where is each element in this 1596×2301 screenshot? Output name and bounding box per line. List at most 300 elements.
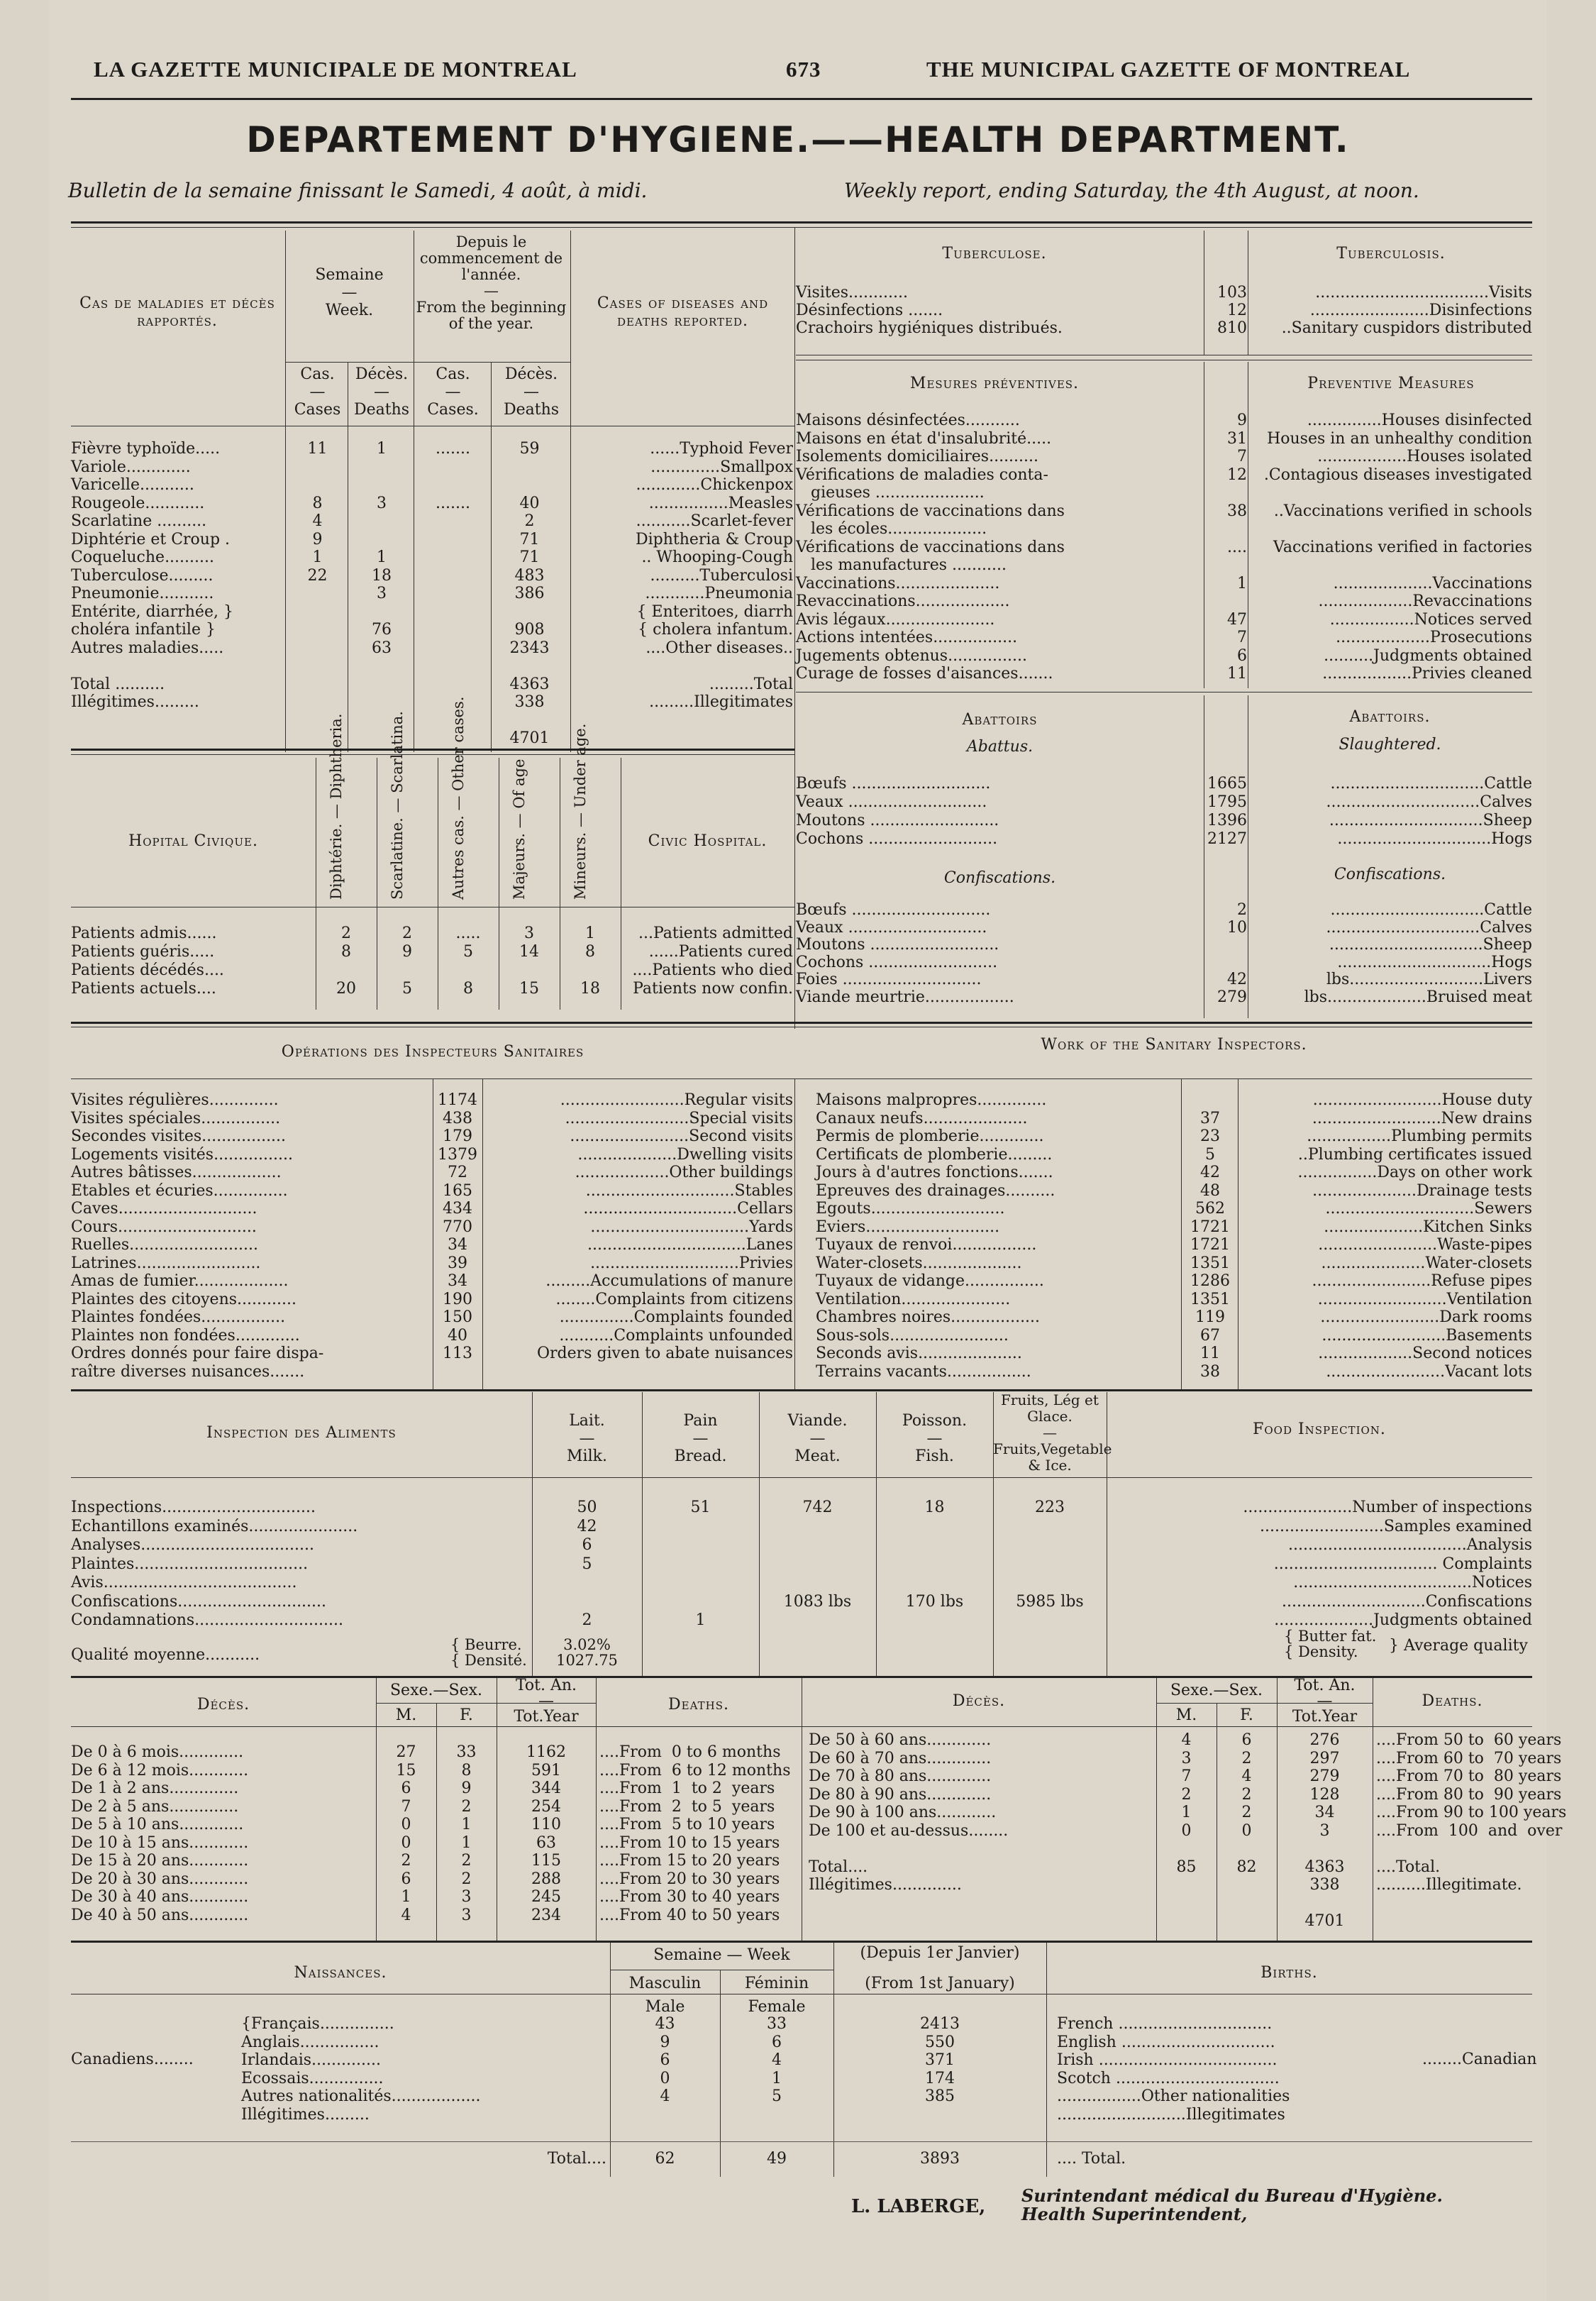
death-row-cell: ....From 100 and over: [1376, 1821, 1563, 1840]
inspector-row-cell: Autres bâtisses..................: [71, 1164, 282, 1181]
birth-row-cell: Anglais................: [241, 2033, 379, 2051]
inspector-row-cell: ...............Complaints founded: [559, 1308, 793, 1326]
death-row-cell: De 6 à 12 mois............: [71, 1761, 249, 1779]
disease-row-cell: [350, 657, 414, 675]
preventive-row-cell: ....................Vaccinations: [1333, 574, 1532, 592]
death-row-cell: Total....: [809, 1858, 868, 1876]
births-total-cell: .... Total.: [1057, 2150, 1126, 2168]
confiscated-row-cell: ...............................Cattle: [1330, 901, 1532, 919]
deaths-header-en-2: Deaths.: [1422, 1692, 1483, 1710]
abattoirs-header-en: Abattoirs.: [1349, 708, 1431, 726]
confiscated-row-cell: ...............................Sheep: [1329, 936, 1532, 954]
preventive-row-cell: Vaccinations.....................: [796, 574, 1000, 592]
gazette-page: [50, 0, 1567, 2301]
food-row-cell: ......................Number of inspections: [1243, 1499, 1532, 1516]
tuberculosis-table: [796, 231, 1532, 344]
canadian-label: ........Canadian: [1422, 2051, 1537, 2068]
births-header-en: Births.: [1260, 1964, 1318, 1982]
hospital-row-cell: 14: [519, 943, 539, 961]
inspector-row-cell: ..........................House duty: [1312, 1091, 1532, 1109]
death-row-cell: De 2 à 5 ans..............: [71, 1797, 239, 1816]
inspector-row-cell: Eviers...........................: [816, 1218, 1000, 1236]
death-row-cell: 245: [531, 1888, 561, 1906]
inspector-row-cell: 5: [1205, 1145, 1215, 1164]
deces-header: Décès. — Deaths: [353, 365, 410, 419]
male-header: M.: [395, 1706, 417, 1724]
abattoirs-table: [796, 695, 1532, 1018]
death-row-cell: 4: [401, 1906, 411, 1924]
death-row-cell: ....From 15 to 20 years: [599, 1852, 780, 1870]
death-row-cell: ....From 70 to 80 years: [1376, 1767, 1562, 1785]
hospital-row-cell: 8: [585, 943, 595, 961]
food-row-cell: ................................. Complaints: [1273, 1555, 1532, 1573]
disease-row-cell: 71: [519, 530, 540, 548]
births-total-cell: Total....: [547, 2150, 606, 2168]
deaths-header-fr: Décès.: [196, 1696, 250, 1714]
disease-row-cell: Pneumonie...........: [71, 585, 214, 602]
disease-row-cell: Coqueluche..........: [71, 548, 214, 566]
inspector-row-cell: ...........Complaints unfounded: [559, 1326, 793, 1345]
birth-row-cell: 550: [925, 2033, 955, 2051]
death-row-cell: 15: [396, 1761, 416, 1779]
hospital-row-cell: 8: [341, 943, 351, 961]
disease-row-cell: Varicelle...........: [71, 476, 194, 494]
masculin-header: Masculin: [628, 1975, 702, 1992]
death-row-cell: 115: [531, 1852, 561, 1870]
inspector-row-cell: 1351: [1190, 1290, 1230, 1308]
death-row-cell: 7: [1181, 1767, 1192, 1785]
disease-row-cell: ...........Scarlet-fever: [636, 512, 793, 530]
tuberculosis-row-cell: 810: [1217, 319, 1247, 337]
hospital-row-cell: 1: [585, 925, 595, 942]
female-label: Female: [748, 1998, 806, 2016]
cas-header: Cas. — Cases: [294, 365, 341, 419]
inspector-row-cell: Ventilation......................: [816, 1290, 1011, 1308]
inspector-row-cell: 72: [448, 1164, 467, 1181]
death-row-cell: 34: [1314, 1804, 1335, 1821]
death-row-cell: De 15 à 20 ans............: [71, 1852, 249, 1870]
disease-row-cell: choléra infantile }: [71, 621, 216, 639]
inspector-row-cell: Orders given to abate nuisances: [536, 1345, 793, 1362]
death-row-cell: 338: [1309, 1876, 1340, 1894]
food-row-cell: 5: [582, 1555, 592, 1573]
death-row-cell: ....From 0 to 6 months: [599, 1743, 781, 1761]
cas-year-header: Cas. — Cases.: [427, 365, 479, 419]
food-col-header: Lait. — Milk.: [567, 1412, 607, 1465]
inspector-row-cell: Tuyaux de renvoi.................: [816, 1236, 1037, 1254]
inspector-row-cell: 37: [1200, 1109, 1220, 1127]
inspector-row-cell: ........................Waste-pipes: [1318, 1236, 1532, 1254]
birth-row-cell: 4: [772, 2051, 782, 2069]
diseases-rule: [71, 749, 794, 751]
hospital-row-cell: 20: [336, 980, 356, 998]
death-row-cell: ....From 30 to 40 years: [599, 1888, 780, 1906]
food-row-cell: Confiscations..............................: [71, 1592, 327, 1611]
death-row-cell: De 5 à 10 ans.............: [71, 1816, 244, 1833]
inspector-row-cell: 770: [443, 1218, 472, 1236]
death-row-cell: 85: [1176, 1858, 1197, 1876]
mid-rule: [71, 1022, 1532, 1024]
abattoirs-header-fr: Abattoirs: [962, 711, 1038, 729]
disease-row-cell: ......Typhoid Fever: [650, 440, 793, 458]
since-header: (Depuis 1er Janvier): [860, 1944, 1020, 1962]
preventive-row-cell: Curage de fosses d'aisances.......: [796, 665, 1053, 683]
preventive-row-cell: Isolements domiciliaires..........: [796, 448, 1039, 465]
inspector-row-cell: Etables et écuries...............: [71, 1181, 288, 1200]
hospital-row-cell: Patients actuels....: [71, 980, 216, 998]
confiscations-en: Confiscations.: [1334, 866, 1446, 883]
food-row-cell: .........................Samples examined: [1259, 1517, 1532, 1535]
page-number: 673: [786, 57, 821, 82]
preventive-row-cell: .................Notices served: [1329, 610, 1532, 629]
disease-row-cell: Entérite, diarrhée, }: [71, 602, 233, 621]
inspector-row-cell: 34: [448, 1272, 467, 1290]
preventive-row-cell: Revaccinations...................: [796, 592, 1010, 610]
death-row-cell: ....From 10 to 15 years: [599, 1833, 780, 1852]
disease-row-cell: { cholera infantum.: [638, 621, 793, 639]
disease-row-cell: 22: [307, 566, 328, 585]
slaughtered-row-cell: 1795: [1207, 793, 1247, 811]
death-row-cell: 1162: [526, 1743, 566, 1761]
inspector-row-cell: Chambres noires..................: [816, 1308, 1041, 1326]
slaughtered-row-cell: ...............................Hogs: [1337, 830, 1532, 848]
death-row-cell: 6: [1241, 1731, 1252, 1749]
preventive-row-cell: ...................Revaccinations: [1318, 592, 1532, 610]
disease-row-cell: Scarlatine ..........: [71, 512, 207, 530]
food-row-cell: Avis.......................................: [71, 1574, 297, 1591]
disease-row-cell: 8: [312, 494, 323, 512]
hospital-row-cell: 5: [463, 943, 473, 961]
food-header-en: Food Inspection.: [1253, 1420, 1386, 1438]
disease-row-cell: 3: [377, 585, 387, 602]
confiscated-row-cell: 279: [1217, 988, 1247, 1006]
preventive-row-cell: ..........Judgments obtained: [1324, 646, 1532, 665]
disease-row-cell: Diphtérie et Croup .: [71, 530, 231, 548]
hospital-col-header: Diphtérie. — Diphtheria.: [328, 713, 345, 900]
disease-row-cell: { Enteritoes, diarrh: [636, 602, 793, 621]
death-row-cell: 297: [1309, 1749, 1340, 1767]
birth-row-cell: Autres nationalités..................: [241, 2087, 481, 2105]
slaughtered-en: Slaughtered.: [1339, 736, 1441, 754]
death-row-cell: 8: [461, 1761, 472, 1779]
birth-row-cell: 0: [660, 2069, 670, 2087]
death-row-cell: 2: [1181, 1785, 1192, 1804]
death-row-cell: 2: [1241, 1749, 1252, 1767]
preventive-row-cell: Jugements obtenus................: [796, 646, 1027, 665]
preventive-row-cell: ..Vaccinations verified in schools: [1273, 502, 1532, 520]
hospital-row-cell: 2: [341, 925, 351, 942]
week-sub-header: Semaine — Week: [653, 1946, 790, 1964]
inspector-row-cell: 1721: [1190, 1218, 1230, 1236]
inspector-row-cell: Maisons malpropres..............: [816, 1091, 1047, 1109]
food-row-cell: 742: [802, 1499, 833, 1516]
hospital-col-header: Majeurs. — Of age: [511, 758, 528, 900]
slaughtered-row-cell: Moutons ..........................: [796, 812, 999, 829]
male-label: Male: [645, 1998, 685, 2016]
female-header-2: F.: [1240, 1706, 1253, 1724]
death-row-cell: De 20 à 30 ans............: [71, 1870, 249, 1888]
death-row-cell: 6: [401, 1779, 411, 1797]
inspector-row-cell: 40: [448, 1326, 467, 1345]
death-row-cell: 288: [531, 1870, 561, 1888]
food-row-cell: Plaintes...................................: [71, 1555, 309, 1573]
food-row-cell: 1083 lbs: [783, 1592, 852, 1611]
food-header-fr: Inspection des Aliments: [206, 1424, 397, 1442]
death-row-cell: ....From 50 to 60 years: [1376, 1731, 1562, 1749]
preventive-row-cell: ..................Privies cleaned: [1322, 665, 1532, 683]
birth-row-cell: English ...............................: [1057, 2033, 1275, 2051]
death-row-cell: 1: [401, 1888, 411, 1906]
birth-row-cell: 43: [655, 2015, 675, 2033]
tuberculosis-header-fr: Tuberculose.: [942, 245, 1047, 263]
quality-en: } Average quality: [1389, 1637, 1528, 1655]
birth-row-cell: 371: [925, 2051, 955, 2069]
death-row-cell: 2: [461, 1852, 472, 1870]
inspector-row-cell: 38: [1200, 1362, 1220, 1381]
slaughtered-row-cell: ...............................Sheep: [1329, 812, 1532, 829]
inspector-row-cell: ........................Second visits: [570, 1127, 793, 1145]
inspector-row-cell: Seconds avis.....................: [816, 1345, 1022, 1362]
death-row-cell: 3: [461, 1906, 472, 1924]
insp-rule: [71, 1389, 1532, 1391]
inspector-row-cell: Plaintes des citoyens............: [71, 1290, 297, 1308]
disease-row-cell: 338: [514, 693, 545, 711]
birth-row-cell: 174: [925, 2069, 955, 2087]
birth-row-cell: Irish ....................................: [1057, 2051, 1278, 2069]
death-row-cell: 2: [461, 1797, 472, 1816]
food-row-cell: Echantillons examinés......................: [71, 1517, 358, 1535]
inspector-row-cell: Ordres donnés pour faire dispa- raître diverses nuisances.......: [71, 1345, 324, 1381]
preventive-row-cell: .Contagious diseases investigated: [1263, 465, 1532, 484]
diseases-rule-thin: [71, 754, 794, 755]
confiscated-row-cell: lbs...........................Livers: [1326, 971, 1532, 988]
disease-row-cell: 9: [312, 530, 323, 548]
preventive-row-cell: Vaccinations verified in factories: [1273, 538, 1532, 556]
disease-row-cell: Illégitimes.........: [71, 693, 199, 711]
preventive-row-cell: Vérifications de vaccinations dans les manufactures ...........: [796, 538, 1065, 574]
inspector-row-cell: 434: [443, 1200, 472, 1218]
inspector-row-cell: Plaintes non fondées.............: [71, 1326, 300, 1345]
male-header-2: M.: [1175, 1706, 1197, 1724]
preventive-row-cell: ...............Houses disinfected: [1307, 412, 1532, 429]
hospital-row-cell: ...Patients admitted: [638, 925, 793, 942]
births-total-cell: 62: [655, 2150, 675, 2168]
food-row-cell: 50: [577, 1499, 597, 1516]
hospital-row-cell: Patients décédés....: [71, 961, 224, 979]
confiscated-row-cell: Moutons ..........................: [796, 936, 999, 954]
death-row-cell: 63: [536, 1833, 556, 1852]
inspector-row-cell: .........................Regular visits: [560, 1091, 793, 1109]
inspector-row-cell: 34: [448, 1236, 467, 1254]
births-table: [71, 1943, 1537, 2177]
death-row-cell: 0: [401, 1833, 411, 1852]
inspector-row-cell: .........................Basements: [1321, 1326, 1532, 1345]
births-total-cell: 49: [767, 2150, 787, 2168]
death-row-cell: 3: [1319, 1821, 1330, 1840]
food-table: [71, 1392, 1532, 1676]
disease-row-cell: 386: [514, 585, 545, 602]
food-row-cell: Condamnations..............................: [71, 1611, 343, 1629]
confiscated-row-cell: Veaux ............................: [796, 918, 987, 937]
disease-row-cell: 4363: [509, 675, 550, 693]
disease-row-cell: .. Whooping-Cough: [641, 548, 793, 566]
disease-row-cell: ................Measles: [648, 494, 793, 512]
death-row-cell: 4: [1181, 1731, 1192, 1749]
preventive-row-cell: 11: [1227, 665, 1247, 683]
death-row-cell: 2: [1241, 1804, 1252, 1821]
inspector-row-cell: .....................Drainage tests: [1312, 1181, 1532, 1200]
inspector-row-cell: Amas de fumier...................: [71, 1272, 289, 1290]
inspector-row-cell: ........................Vacant lots: [1326, 1362, 1532, 1381]
inspector-row-cell: 1721: [1190, 1236, 1230, 1254]
hospital-row-cell: .....: [455, 925, 481, 942]
preventive-row-cell: ...................Prosecutions: [1336, 629, 1532, 646]
inspector-row-cell: ........Complaints from citizens: [555, 1290, 793, 1308]
death-row-cell: 27: [396, 1743, 416, 1761]
death-row-cell: ....From 20 to 30 years: [599, 1870, 780, 1888]
death-row-cell: 4: [1241, 1767, 1252, 1785]
death-row-cell: De 0 à 6 mois.............: [71, 1743, 244, 1761]
inspector-row-cell: .....................Water-closets: [1321, 1254, 1532, 1272]
tuberculosis-row-cell: 12: [1227, 302, 1247, 319]
inspector-row-cell: ..........................New drains: [1312, 1109, 1532, 1127]
death-row-cell: ....From 90 to 100 years: [1376, 1804, 1567, 1821]
births-total-cell: 3893: [920, 2150, 960, 2168]
tuberculosis-row-cell: Désinfections .......: [796, 302, 943, 319]
disease-row-cell: 908: [514, 621, 545, 639]
food-row-cell: 223: [1035, 1499, 1065, 1516]
death-row-cell: De 1 à 2 ans..............: [71, 1779, 239, 1797]
preventive-row-cell: 47: [1227, 610, 1247, 629]
preventive-row-cell: 38: [1227, 502, 1247, 520]
death-row-cell: 1: [461, 1816, 472, 1833]
death-row-cell: 33: [456, 1743, 477, 1761]
preventive-row-cell: Maisons désinfectées...........: [796, 412, 1020, 429]
preventive-row-cell: Houses in an unhealthy condition: [1267, 429, 1532, 448]
hospital-row-cell: ......Patients cured: [648, 943, 793, 961]
hospital-row-cell: 18: [580, 980, 600, 998]
tuberculosis-row-cell: ..Sanitary cuspidors distributed: [1281, 319, 1532, 337]
death-row-cell: De 10 à 15 ans............: [71, 1833, 249, 1852]
disease-row-cell: Autres maladies.....: [71, 639, 224, 657]
preventive-row-cell: Vérifications de maladies conta- gieuses ......................: [796, 465, 1048, 502]
birth-row-cell: 1: [772, 2069, 782, 2087]
preventive-row-cell: ..................Houses isolated: [1317, 448, 1532, 465]
title-rule: [71, 221, 1532, 224]
hospital-row-cell: 9: [402, 943, 412, 961]
sex-header-2: Sexe.—Sex.: [1170, 1682, 1263, 1699]
inspector-row-cell: ..............................Sewers: [1325, 1200, 1532, 1218]
disease-row-cell: .............Chickenpox: [636, 476, 793, 494]
inspector-row-cell: Terrains vacants.................: [816, 1362, 1031, 1381]
hospital-row-cell: ....Patients who died: [632, 961, 793, 979]
food-col-header: Pain — Bread.: [674, 1412, 727, 1465]
food-row-cell: .............................Confiscations: [1281, 1592, 1532, 1611]
slaughtered-row-cell: 1396: [1207, 812, 1247, 829]
death-row-cell: 1: [1181, 1804, 1192, 1821]
death-row-cell: ....Total.: [1376, 1858, 1441, 1876]
slaughtered-row-cell: 2127: [1207, 830, 1247, 848]
confiscated-row-cell: lbs....................Bruised meat: [1304, 988, 1532, 1006]
death-row-cell: De 40 à 50 ans............: [71, 1906, 249, 1924]
inspector-row-cell: ...............................Cellars: [583, 1200, 793, 1218]
disease-row-cell: ..............Smallpox: [650, 458, 793, 476]
total-year-header: Tot. An. — Tot.Year: [514, 1677, 579, 1726]
disease-row-cell: 1: [312, 548, 323, 566]
inspector-row-cell: Jours à d'autres fonctions.......: [816, 1164, 1053, 1181]
inspector-row-cell: 150: [443, 1308, 472, 1326]
tuberculosis-row-cell: ........................Disinfections: [1309, 302, 1532, 319]
inspector-row-cell: 39: [448, 1254, 467, 1272]
total-year-header-2: Tot. An. — Tot.Year: [1292, 1677, 1358, 1726]
death-row-cell: 234: [531, 1906, 561, 1924]
death-row-cell: 591: [531, 1761, 561, 1779]
inspector-row-cell: ..............................Stables: [585, 1181, 793, 1200]
birth-row-cell: 33: [767, 2015, 787, 2033]
death-row-cell: De 60 à 70 ans.............: [809, 1749, 992, 1767]
title-rule-thin: [71, 227, 1532, 228]
preventive-header-fr: Mesures préventives.: [909, 375, 1080, 392]
death-row-cell: ....From 60 to 70 years: [1376, 1749, 1562, 1767]
death-row-cell: 82: [1236, 1858, 1257, 1876]
birth-row-cell: Scotch .................................: [1057, 2069, 1280, 2087]
food-row-cell: 170 lbs: [905, 1592, 964, 1611]
death-row-cell: 4701: [1304, 1912, 1345, 1930]
death-row-cell: 0: [401, 1816, 411, 1833]
confiscated-row-cell: 10: [1227, 918, 1247, 937]
hospital-row-cell: 15: [519, 980, 539, 998]
from-header: (From 1st January): [865, 1975, 1015, 1992]
disease-row-cell: 2: [524, 512, 535, 530]
inspector-row-cell: Cours............................: [71, 1218, 257, 1236]
inspector-row-cell: Latrines.........................: [71, 1254, 261, 1272]
inspector-row-cell: Secondes visites.................: [71, 1127, 287, 1145]
disease-row-cell: .......: [436, 440, 470, 458]
inspector-row-cell: Ruelles..........................: [71, 1236, 258, 1254]
quality-en-sub: { Butter fat. { Density.: [1284, 1628, 1377, 1660]
birth-row-cell: Ecossais...............: [241, 2069, 384, 2087]
inspectors-header-fr: Opérations des Inspecteurs Sanitaires: [281, 1043, 584, 1061]
confiscated-row-cell: 42: [1227, 971, 1247, 988]
preventive-row-cell: 31: [1227, 429, 1247, 448]
food-row-cell: 18: [924, 1499, 945, 1516]
inspector-row-cell: 165: [443, 1181, 472, 1200]
death-row-cell: ....From 6 to 12 months: [599, 1761, 791, 1779]
disease-row-cell: ....Other diseases..: [645, 639, 793, 657]
death-row-cell: 254: [531, 1797, 561, 1816]
disease-row-cell: Variole.............: [71, 458, 191, 476]
inspector-row-cell: Egouts...........................: [816, 1200, 1005, 1218]
inspector-row-cell: .........................Special visits: [565, 1109, 793, 1127]
death-row-cell: De 90 à 100 ans............: [809, 1804, 997, 1821]
death-row-cell: De 100 et au-dessus........: [809, 1821, 1009, 1840]
death-row-cell: ....From 40 to 50 years: [599, 1906, 780, 1924]
death-row-cell: 2: [401, 1852, 411, 1870]
food-row-cell: 42: [577, 1517, 597, 1535]
quality-label: Qualité moyenne...........: [71, 1646, 260, 1664]
food-row-cell: 5985 lbs: [1016, 1592, 1084, 1611]
inspector-row-cell: 113: [443, 1345, 472, 1362]
death-row-cell: 2: [461, 1870, 472, 1888]
death-row-cell: 344: [531, 1779, 561, 1797]
birth-row-cell: 6: [660, 2051, 670, 2069]
inspector-row-cell: ...................Other buildings: [575, 1164, 793, 1181]
death-row-cell: 0: [1241, 1821, 1252, 1840]
disease-row-cell: .........Illegitimates: [649, 693, 793, 711]
hospital-header-fr: Hopital Civique.: [128, 832, 258, 850]
inspector-row-cell: Plaintes fondées.................: [71, 1308, 286, 1326]
inspector-row-cell: Tuyaux de vidange................: [816, 1272, 1044, 1290]
